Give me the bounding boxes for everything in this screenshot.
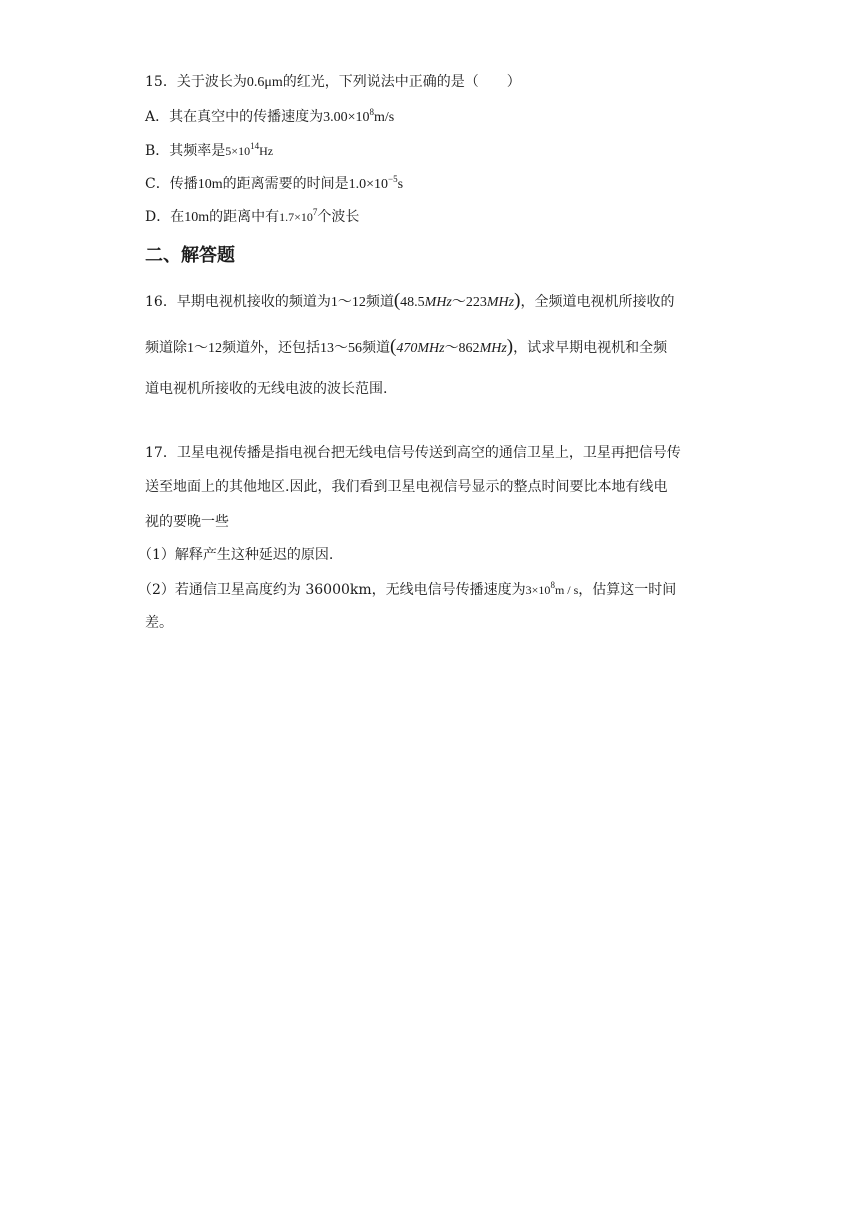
q15-option-d-prefix: D．在 [145,209,185,225]
q15-option-d-suffix: 个波长 [317,209,360,225]
q16-line-2-a: 频道除 [145,340,187,356]
q17-part-2 [138,580,676,600]
q15-stem-suffix: 的红光，下列说法中正确的是（ ） [282,74,521,90]
q17-part-2-base: 3×10 [525,583,551,597]
q16-line-1-range: 1～12 [330,295,366,310]
q15-option-a-exp: 8 [369,107,375,117]
q16-line-1-b: 频道 [365,294,394,310]
q16-line-1-u1: MHz [424,295,452,310]
q16-line-1-u2: MHz [486,295,515,310]
q15-option-a-unit: m/s [374,110,395,125]
q15-option-d [145,207,359,228]
q16-line-1-sep: ～223 [451,295,487,310]
q16-line-2-c: 频道 [362,340,390,356]
q16-line-2-range: 1～12 [187,341,222,356]
q15-stem-prefix: 15．关于波长为 [145,74,247,90]
q16-line-1-c: ，全频道电视机所接收的 [520,294,675,310]
q15-option-a [145,107,394,128]
q16-line-2-b: 频道外，还包括 [222,340,320,356]
q16-line-1-a: 16．早期电视机接收的频道为 [145,294,331,310]
q15-option-d-mid: 的距离中有 [209,209,280,225]
q15-option-b [145,141,273,161]
q15-option-c-unit: s [397,177,404,192]
q16-line-1-open-paren: ( [393,290,401,311]
q17-part-2-b: ，估算这一时间 [578,582,677,598]
q15-stem-math: 0.6μm [246,75,283,90]
q15-option-b-base: 5×10 [225,144,251,158]
q15-option-b-exp: 14 [250,141,260,151]
q16-line-3: 道电视机所接收的无线电波的波长范围. [145,381,388,397]
q17-part-2-a: （2）若通信卫星高度约为 36000km，无线电信号传播速度为 [138,582,526,598]
q15-stem [145,72,521,93]
q15-option-d-distance: 10m [184,210,210,225]
q16-line-2 [145,337,667,359]
section-heading: 二、解答题 [145,245,235,266]
q17-line-3: 视的要晚一些 [145,514,229,530]
q17-line-1: 17．卫星电视传播是指电视台把无线电信号传送到高空的通信卫星上，卫星再把信号传 [145,445,681,461]
q16-line-2-u1: MHz [417,341,445,356]
q15-option-c-mid: 的距离需要的时间是 [222,176,349,192]
q16-line-2-sep: ～862 [444,341,480,356]
q17-part-2-unit: m / s [554,583,579,597]
q15-option-b-unit: Hz [259,144,274,158]
q16-line-1-f1: 48.5 [400,295,425,310]
q16-line-2-range2: 13～56 [320,341,362,356]
q17-part-1: （1）解释产生这种延迟的原因. [138,547,334,563]
q17-part-2-continued: 差。 [145,615,173,631]
q16-line-1 [145,291,674,313]
q15-option-a-prefix: A．其在真空中的传播速度为 [145,109,324,125]
q16-line-2-u2: MHz [479,341,507,356]
q16-line-2-d: ，试求早期电视机和全频 [513,340,668,356]
q15-option-c-base: 1.0×10 [348,177,389,192]
q15-option-d-exp: 7 [312,207,318,217]
q15-option-c-distance: 10m [197,177,223,192]
q17-part-2-exp: 8 [550,580,555,590]
q16-line-1-close-paren: ) [514,290,521,311]
q16-line-2-f1: 470 [396,341,418,356]
q16-line-2-close-paren: ) [506,336,514,357]
q15-option-d-base: 1.7×10 [279,210,313,224]
q15-option-c-exp: −5 [388,174,398,184]
q15-option-b-prefix: B．其频率是 [145,143,226,159]
q15-option-a-base: 3.00×10 [323,110,370,125]
q17-line-2: 送至地面上的其他地区.因此，我们看到卫星电视信号显示的整点时间要比本地有线电 [145,479,668,495]
q15-option-c-prefix: C．传播 [145,176,198,192]
q16-line-2-open-paren: ( [390,336,397,357]
q15-option-c [145,174,403,195]
